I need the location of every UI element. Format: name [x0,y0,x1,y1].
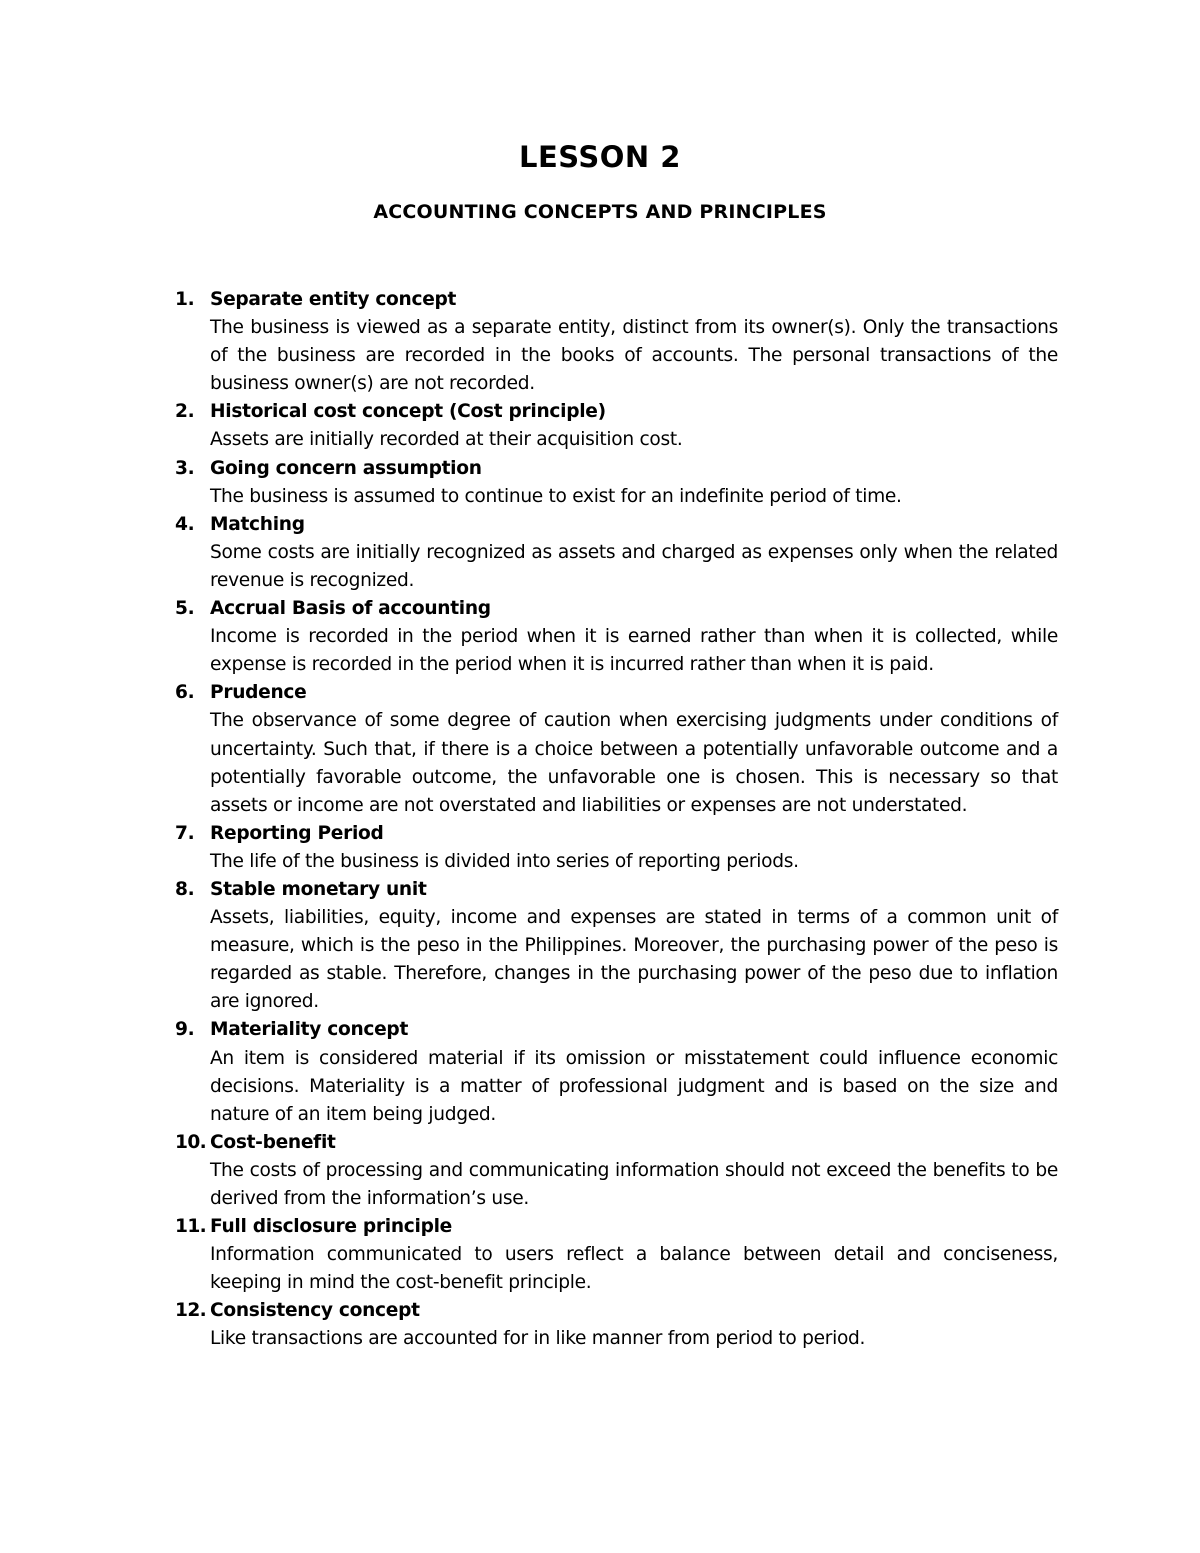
item-heading: Consistency concept [210,1300,420,1322]
item-number: 7. [175,822,195,844]
item-number: 11. [175,1216,207,1238]
item-text: The business is assumed to continue to exist for an indefinite period of time. [210,485,902,507]
page-title: LESSON 2 [519,140,681,174]
item-text: Information communicated to users reflect a balance between detail and conciseness, keeping in mind the cost-benefit principle. [210,1244,1058,1294]
item-number: 3. [175,457,195,479]
item-heading: Historical cost concept (Cost principle) [210,401,606,423]
item-number: 12. [175,1300,207,1322]
list-item [150,820,1058,876]
list-item [150,398,1058,454]
item-text: An item is considered material if its omission or misstatement could influence economic decisions. Materiality is a matter of professional judgment and is based on the size and nature of an item being judged. [210,1047,1058,1125]
item-heading: Stable monetary unit [210,878,427,900]
item-text: The life of the business is divided into series of reporting periods. [210,850,799,872]
list-item [150,511,1058,595]
item-number: 5. [175,598,195,620]
item-text: Like transactions are accounted for in like manner from period to period. [210,1328,866,1350]
item-heading: Separate entity concept [210,289,457,310]
list-item [150,876,1058,1016]
item-text: The business is viewed as a separate entity, distinct from its owner(s). Only the transactions of the business are recorded in the books of accounts. The personal transactions of the business owner(s) are not recorded. [210,317,1058,395]
item-text: Income is recorded in the period when it is earned rather than when it is collected, while expense is recorded in the period when it is incurred rather than when it is paid. [210,626,1058,676]
concept-list [150,286,1058,1354]
item-heading: Full disclosure principle [210,1216,452,1238]
item-text: Assets are initially recorded at their acquisition cost. [210,429,683,451]
item-number: 2. [175,401,195,423]
list-item [150,1297,1058,1353]
item-heading: Going concern assumption [210,457,482,479]
item-number: 1. [175,289,195,310]
item-number: 9. [175,1019,195,1041]
list-item [150,1016,1058,1128]
item-heading: Materiality concept [210,1019,409,1041]
list-item [150,595,1058,679]
item-text: Assets, liabilities, equity, income and expenses are stated in terms of a common unit of measure, which is the peso in the Philippines. Moreover, the purchasing power of the peso is regarded as stable. Therefore, changes in the purchasing power of the peso due to inflation are ignored. [210,907,1058,1013]
item-text: The observance of some degree of caution when exercising judgments under conditions of uncertainty. Such that, if there is a choice between a potentially unfavorable outcome and a potentially favorable outcome, the unfavorable one is chosen. This is necessary so that assets or income are not overstated and liabilities or expenses are not understated. [210,710,1058,816]
page-subtitle: ACCOUNTING CONCEPTS AND PRINCIPLES [373,201,827,223]
item-heading: Prudence [210,682,307,704]
list-item [150,455,1058,511]
item-number: 4. [175,513,195,535]
item-heading: Cost-benefit [210,1131,336,1153]
item-number: 6. [175,682,195,704]
item-number: 8. [175,878,195,900]
list-item [150,1213,1058,1297]
item-heading: Reporting Period [210,822,384,844]
list-item [150,1129,1058,1213]
list-item [150,286,1058,398]
item-text: Some costs are initially recognized as assets and charged as expenses only when the related revenue is recognized. [210,541,1058,591]
list-item [150,679,1058,819]
item-text: The costs of processing and communicating information should not exceed the benefits to be derived from the information’s use. [210,1159,1058,1209]
item-heading: Accrual Basis of accounting [210,598,491,620]
item-heading: Matching [210,513,305,535]
item-number: 10. [175,1131,207,1153]
